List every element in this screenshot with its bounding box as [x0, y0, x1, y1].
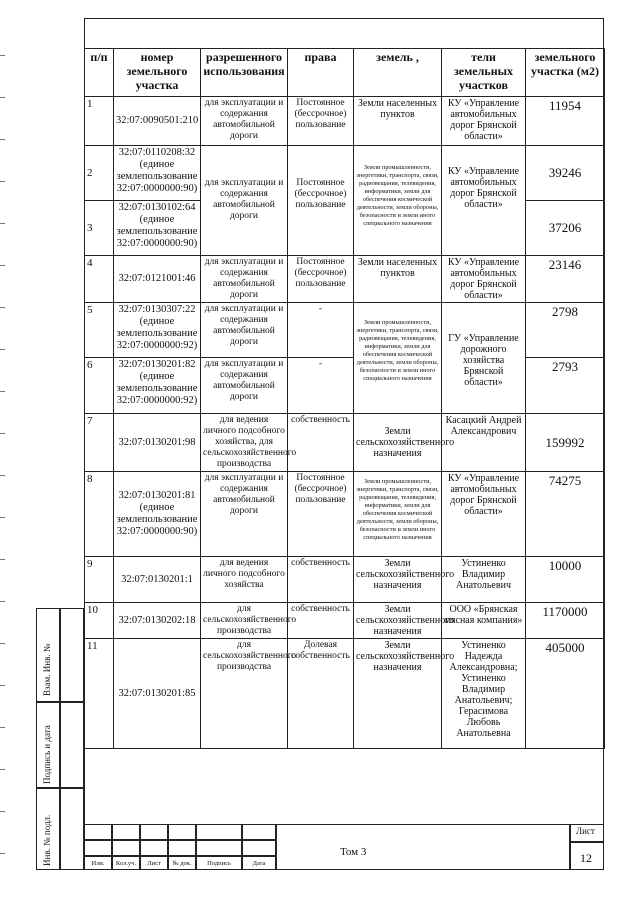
- area: 39246: [526, 146, 605, 201]
- land-category: Земли населенных пунктов: [354, 97, 442, 146]
- row-number: 9: [85, 557, 114, 603]
- row-number: 11: [85, 639, 114, 749]
- permitted-use: для ведения личного подсобного хозяйства, для сельскохозяйственного производства: [201, 414, 288, 472]
- side-vzam-label: Взам. Инв. №: [42, 643, 52, 696]
- owner: Касацкий Андрей Александрович: [442, 414, 526, 472]
- right-type: собственность: [288, 414, 354, 472]
- cadastral-number: 32:07:0090501:210: [114, 97, 201, 146]
- permitted-use: для сельскохозяйственного производства: [201, 639, 288, 749]
- header-n: п/п: [85, 49, 114, 97]
- right-type: собственность: [288, 557, 354, 603]
- owner: ООО «Брянская мясная компания»: [442, 603, 526, 639]
- side-stamp: [36, 608, 84, 870]
- stamp-label-list: Лист: [147, 860, 161, 867]
- cadastral-number: 32:07:0130202:18: [114, 603, 201, 639]
- permitted-use: для эксплуатации и содержания автомобильной дороги: [201, 256, 288, 303]
- land-category: Земли промышленности, энергетики, транспорта, связи, радиовещания, телевидения, информатики, земли для обеспечения космической деятельности, земли обороны, безопасности и земли иного специального назначения: [354, 146, 442, 256]
- row-number: 1: [85, 97, 114, 146]
- table-row: [85, 303, 605, 358]
- table-row: [85, 146, 605, 201]
- land-category: Земли сельскохозяйственного назначения: [354, 414, 442, 472]
- table-row: [85, 603, 605, 639]
- right-type: Постоянное (бессрочное) пользование: [288, 97, 354, 146]
- header-right: права: [288, 49, 354, 97]
- permitted-use: для эксплуатации и содержания автомобильной дороги: [201, 97, 288, 146]
- permitted-use: для ведения личного подсобного хозяйства: [201, 557, 288, 603]
- table-row: [85, 97, 605, 146]
- table-header-row: [85, 49, 605, 97]
- right-type: Постоянное (бессрочное) пользование: [288, 472, 354, 557]
- permitted-use: для сельскохозяйственного производства: [201, 603, 288, 639]
- permitted-use: для эксплуатации и содержания автомобильной дороги: [201, 146, 288, 256]
- land-category: Земли промышленности, энергетики, транспорта, связи, радиовещания, телевидения, информатики, земли для обеспечения космической деятельности, земли обороны, безопасности и земли иного специального назначения: [354, 472, 442, 557]
- area: 2793: [526, 358, 605, 414]
- stamp-label-doc: № док.: [172, 860, 192, 867]
- cadastral-number: 32:07:0130102:64 (единое землепользование 32:07:0000000:90): [114, 201, 201, 256]
- owner: Устиненко Владимир Анатольевич: [442, 557, 526, 603]
- cadastral-number: 32:07:0121001:46: [114, 256, 201, 303]
- permitted-use: для эксплуатации и содержания автомобильной дороги: [201, 358, 288, 414]
- owner: КУ «Управление автомобильных дорог Брянской области»: [442, 146, 526, 256]
- right-type: собственность: [288, 603, 354, 639]
- cadastral-number: 32:07:0130201:98: [114, 414, 201, 472]
- owner: КУ «Управление автомобильных дорог Брянской области»: [442, 472, 526, 557]
- area: 11954: [526, 97, 605, 146]
- header-use: разрешенного использования: [201, 49, 288, 97]
- row-number: 5: [85, 303, 114, 358]
- area: 37206: [526, 201, 605, 256]
- side-podpis-label: Подпись и дата: [42, 725, 52, 784]
- cadastral-number: 32:07:0130201:81 (единое землепользование 32:07:0000000:90): [114, 472, 201, 557]
- side-inv-label: Инв. № подл.: [42, 814, 52, 866]
- area: 159992: [526, 414, 605, 472]
- table-row: [85, 358, 605, 414]
- table-row: [85, 256, 605, 303]
- header-owner: тели земельных участков: [442, 49, 526, 97]
- header-num: номер земельного участка: [114, 49, 201, 97]
- owner: ГУ «Управление дорожного хозяйства Брянской области»: [442, 303, 526, 414]
- owner: КУ «Управление автомобильных дорог Брянской области»: [442, 256, 526, 303]
- cadastral-number: 32:07:0130307:22 (единое землепользование 32:07:0000000:92): [114, 303, 201, 358]
- land-category: Земли сельскохозяйственного назначения: [354, 557, 442, 603]
- header-land: земель ,: [354, 49, 442, 97]
- land-category: Земли сельскохозяйственного назначения: [354, 639, 442, 749]
- right-type: Долевая собственность: [288, 639, 354, 749]
- permitted-use: для эксплуатации и содержания автомобильной дороги: [201, 303, 288, 358]
- header-area: земельного участка (м2): [526, 49, 605, 97]
- cadastral-number: 32:07:0130201:85: [114, 639, 201, 749]
- land-category: Земли промышленности, энергетики, транспорта, связи, радиовещания, телевидения, информатики, земли для обеспечения космической деятельности, земли обороны, безопасности и земли иного специального назначения: [354, 303, 442, 414]
- land-category: Земли населенных пунктов: [354, 256, 442, 303]
- stamp-label-podpis: Подпись: [207, 860, 231, 867]
- row-number: 6: [85, 358, 114, 414]
- cadastral-number: 32:07:0130201:82 (единое землепользование 32:07:0000000:92): [114, 358, 201, 414]
- stamp-label-data: Дата: [252, 860, 266, 867]
- right-type: Постоянное (бессрочное) пользование: [288, 146, 354, 256]
- cadastral-number: 32:07:0110208:32 (единое землепользование 32:07:0000000:90): [114, 146, 201, 201]
- stamp-label-kol: Кол.уч.: [115, 860, 137, 867]
- right-type: -: [288, 303, 354, 358]
- row-number: 10: [85, 603, 114, 639]
- land-plots-table: [84, 48, 605, 749]
- sheet-number: 12: [580, 851, 592, 865]
- area: 405000: [526, 639, 605, 749]
- area: 1170000: [526, 603, 605, 639]
- area: 2798: [526, 303, 605, 358]
- area: 74275: [526, 472, 605, 557]
- area: 23146: [526, 256, 605, 303]
- owner: Устиненко Надежда Александровна; Устиненко Владимир Анатольевич; Герасимова Любовь Анатольевна: [442, 639, 526, 749]
- row-number: 3: [85, 201, 114, 256]
- permitted-use: для эксплуатации и содержания автомобильной дороги: [201, 472, 288, 557]
- table-row: [85, 472, 605, 557]
- table-row: [85, 414, 605, 472]
- table-row: [85, 557, 605, 603]
- owner: КУ «Управление автомобильных дорог Брянской области»: [442, 97, 526, 146]
- volume-title: Том 3: [340, 846, 367, 858]
- row-number: 7: [85, 414, 114, 472]
- area: 10000: [526, 557, 605, 603]
- right-type: Постоянное (бессрочное) пользование: [288, 256, 354, 303]
- table-row: [85, 639, 605, 749]
- stamp-label-izm: Изм.: [91, 860, 105, 867]
- cadastral-number: 32:07:0130201:1: [114, 557, 201, 603]
- sheet-label: Лист: [576, 826, 595, 836]
- land-category: Земли сельскохозяйственного назначения: [354, 603, 442, 639]
- row-number: 4: [85, 256, 114, 303]
- row-number: 2: [85, 146, 114, 201]
- right-type: -: [288, 358, 354, 414]
- row-number: 8: [85, 472, 114, 557]
